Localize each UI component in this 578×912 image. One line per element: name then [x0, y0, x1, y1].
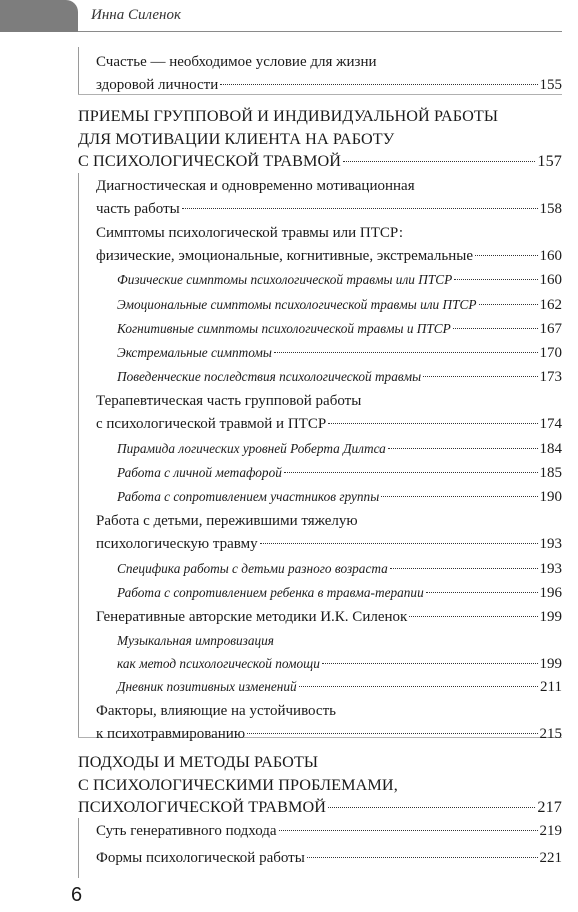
dot-leader: [182, 208, 538, 209]
toc-entry-line: Счастье — необходимое условие для жизни: [96, 54, 377, 70]
left-rule: [78, 173, 79, 737]
dot-leader: [454, 279, 537, 280]
toc-chapter[interactable]: [78, 751, 562, 819]
toc-entry-line: Когнитивные симптомы психологической травмы и ПТСР: [117, 321, 451, 336]
left-rule: [78, 818, 79, 878]
toc-page-number: 170: [539, 345, 562, 361]
header-tab: [0, 0, 78, 32]
running-header-author: Инна Силенок: [91, 7, 181, 23]
toc-entry-line: Работа с сопротивлением ребенка в травма-терапии: [117, 585, 424, 600]
dot-leader: [247, 733, 537, 734]
toc-page-number: 221: [539, 850, 562, 866]
toc-chapter[interactable]: [78, 105, 562, 173]
toc-subentry[interactable]: [117, 462, 562, 485]
dot-leader: [279, 830, 538, 831]
toc-page-number: 193: [539, 561, 562, 577]
toc-entry-line: Генеративные авторские методики И.К. Силенок: [96, 609, 408, 625]
toc-subentry[interactable]: [117, 294, 562, 317]
toc-page-number: 184: [539, 441, 562, 457]
dot-leader: [475, 255, 538, 256]
toc-entry-line: С ПСИХОЛОГИЧЕСКИМИ ПРОБЛЕМАМИ,: [78, 775, 398, 794]
toc-page-number: 158: [539, 200, 562, 217]
dot-leader: [284, 472, 538, 473]
toc-page-number: 193: [539, 535, 562, 552]
toc-subentry[interactable]: [117, 630, 562, 675]
dot-leader: [260, 543, 538, 544]
toc-entry-line: ПСИХОЛОГИЧЕСКОЙ ТРАВМОЙ: [78, 798, 327, 816]
toc-entry[interactable]: [96, 222, 562, 267]
toc-entry-line: Диагностическая и одновременно мотивационная: [96, 178, 415, 194]
dot-leader: [328, 807, 535, 808]
toc-subentry[interactable]: [117, 676, 562, 699]
dot-leader: [343, 161, 535, 162]
toc-entry-line: Формы психологической работы: [96, 850, 305, 866]
toc-entry[interactable]: [96, 510, 562, 555]
toc-entry-line: Работа с детьми, пережившими тяжелую: [96, 513, 358, 529]
toc-page-number: 173: [539, 369, 562, 385]
toc-subentry[interactable]: [117, 342, 562, 365]
toc-entry-line: физические, эмоциональные, когнитивные, экстремальные: [96, 247, 473, 264]
toc-entry-line: Физические симптомы психологической травмы или ПТСР: [117, 272, 453, 287]
dot-leader: [381, 496, 537, 497]
toc-page-number: 157: [537, 152, 562, 170]
toc-entry-line: здоровой личности: [96, 76, 219, 93]
dot-leader: [423, 376, 537, 377]
dot-leader: [328, 423, 537, 424]
toc-subentry[interactable]: [117, 269, 562, 292]
dot-leader: [409, 616, 537, 617]
toc-page-number: 215: [539, 725, 562, 742]
toc-page-number: 196: [539, 585, 562, 601]
toc-page-number: 160: [539, 247, 562, 264]
toc-entry-line: Симптомы психологической травмы или ПТСР:: [96, 225, 403, 241]
toc-entry-line: Суть генеративного подхода: [96, 823, 277, 839]
toc-entry-line: Пирамида логических уровней Роберта Дилтса: [117, 441, 386, 456]
dot-leader: [453, 328, 538, 329]
dot-leader: [307, 857, 538, 858]
dot-leader: [388, 448, 538, 449]
toc-entry[interactable]: [96, 390, 562, 435]
toc-entry[interactable]: [96, 820, 562, 843]
toc-entry-line: ПРИЕМЫ ГРУППОВОЙ И ИНДИВИДУАЛЬНОЙ РАБОТЫ: [78, 107, 499, 125]
toc-entry[interactable]: [96, 51, 562, 96]
toc-page-number: 211: [540, 679, 562, 695]
toc-page-number: 219: [539, 823, 562, 839]
toc-entry-line: Специфика работы с детьми разного возраста: [117, 561, 388, 576]
dot-leader: [426, 592, 538, 593]
toc-page-number: 199: [539, 655, 562, 672]
dot-leader: [322, 663, 538, 664]
toc-page-number: 174: [539, 415, 562, 432]
toc-page-number: 160: [539, 272, 562, 288]
toc-entry[interactable]: [96, 847, 562, 870]
dot-leader: [274, 352, 538, 353]
dot-leader: [220, 84, 537, 85]
toc-entry-line: Работа с сопротивлением участников группы: [117, 489, 380, 504]
toc-subentry[interactable]: [117, 366, 562, 389]
header-rule: [78, 31, 562, 32]
toc-subentry[interactable]: [117, 318, 562, 341]
toc-page-number: 167: [539, 321, 562, 337]
toc-entry-line: Факторы, влияющие на устойчивость: [96, 703, 336, 719]
toc-entry-line: часть работы: [96, 200, 180, 217]
toc-subentry[interactable]: [117, 558, 562, 581]
toc-subentry[interactable]: [117, 486, 562, 509]
toc-entry-line: ПОДХОДЫ И МЕТОДЫ РАБОТЫ: [78, 753, 319, 771]
toc-page-number: 199: [539, 609, 562, 625]
toc-entry-line: Поведенческие последствия психологической травмы: [117, 369, 422, 384]
toc-subentry[interactable]: [117, 582, 562, 605]
dot-leader: [479, 304, 538, 305]
toc-entry-line: Терапевтическая часть групповой работы: [96, 393, 362, 409]
toc-entry-line: к психотравмированию: [96, 725, 246, 742]
toc-entry[interactable]: [96, 700, 562, 745]
toc-page-number: 185: [539, 465, 562, 481]
toc-page-number: 162: [539, 297, 562, 313]
toc-page-number: 217: [537, 798, 562, 816]
toc-entry-line: Дневник позитивных изменений: [117, 679, 297, 694]
toc-page-number: 155: [539, 76, 562, 93]
toc-entry-line: Эмоциональные симптомы психологической травмы или ПТСР: [117, 297, 477, 312]
toc-entry-line: С ПСИХОЛОГИЧЕСКОЙ ТРАВМОЙ: [78, 152, 342, 170]
dot-leader: [390, 568, 538, 569]
toc-entry-line: Работа с личной метафорой: [117, 465, 282, 480]
page-number: 6: [71, 884, 83, 906]
left-rule: [78, 47, 79, 94]
dot-leader: [299, 686, 538, 687]
toc-entry-line: Музыкальная импровизация: [117, 633, 274, 648]
toc-page-number: 190: [539, 489, 562, 505]
toc-entry[interactable]: [96, 606, 562, 629]
toc-entry[interactable]: [96, 175, 562, 220]
toc-entry-line: Экстремальные симптомы: [117, 345, 272, 360]
toc-entry-line: как метод психологической помощи: [117, 655, 320, 671]
toc-entry-line: ДЛЯ МОТИВАЦИИ КЛИЕНТА НА РАБОТУ: [78, 129, 395, 148]
toc-entry-line: с психологической травмой и ПТСР: [96, 415, 327, 432]
toc-subentry[interactable]: [117, 438, 562, 461]
toc-entry-line: психологическую травму: [96, 535, 258, 552]
